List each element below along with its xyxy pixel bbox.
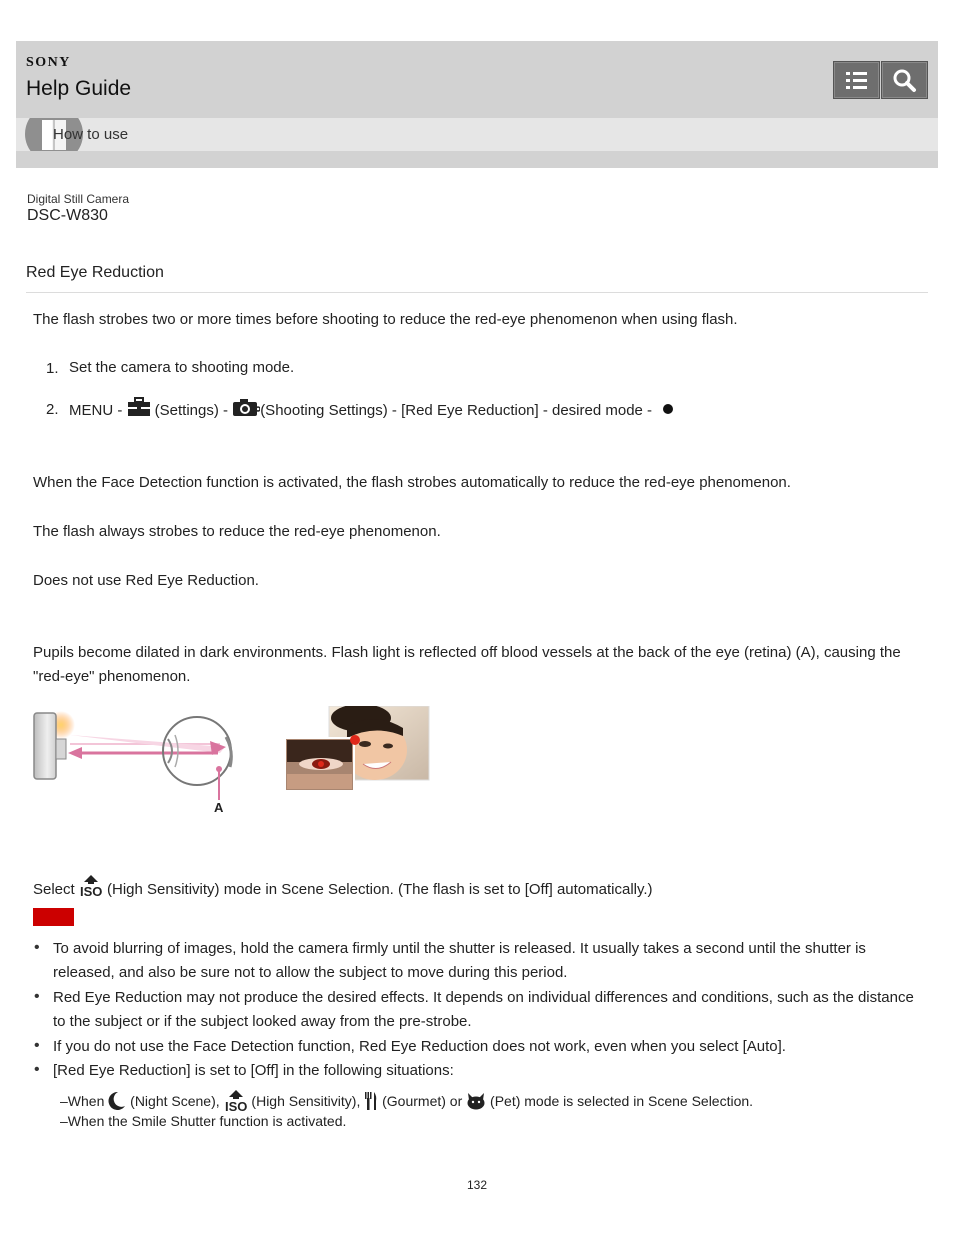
- camera-icon: [232, 397, 260, 425]
- red-eye-photo: [285, 706, 430, 791]
- toc-button[interactable]: [833, 61, 880, 99]
- red-eye-diagram: [30, 705, 250, 820]
- mode-off-desc: Does not use Red Eye Reduction.: [33, 572, 259, 589]
- svg-text:ISO: ISO: [224, 1099, 247, 1112]
- sub-text-hs: (High Sensitivity),: [247, 1093, 365, 1110]
- sub-text-smile: When the Smile Shutter function is activated.: [67, 1113, 347, 1129]
- note-marker: [33, 908, 74, 926]
- sub-text-when: When: [67, 1093, 109, 1110]
- svg-text:ISO: ISO: [79, 884, 103, 897]
- settings-toolbox-icon: [127, 397, 151, 425]
- bullet-marker: •: [34, 1061, 40, 1078]
- search-button[interactable]: [881, 61, 928, 99]
- sub-text-gourmet: (Gourmet) or: [378, 1093, 467, 1110]
- gourmet-icon: [364, 1091, 378, 1114]
- search-icon: [882, 62, 927, 98]
- bullet-marker: •: [34, 1037, 40, 1054]
- sub-text-pet: (Pet) mode is selected in Scene Selection.: [486, 1093, 754, 1110]
- title-divider: [26, 292, 928, 293]
- sub-text-night: (Night Scene),: [126, 1093, 224, 1110]
- step-2-part-settings: (Settings) -: [150, 401, 233, 419]
- sub-item-scene-modes: [60, 1090, 753, 1115]
- step-2-number: 2.: [46, 401, 59, 418]
- high-sensitivity-tip: [33, 875, 653, 905]
- pet-icon: [466, 1092, 486, 1113]
- step-1-number: 1.: [46, 360, 59, 377]
- step-2-part-shooting: (Shooting Settings) - [Red Eye Reduction] - desired mode -: [260, 401, 657, 419]
- mode-auto-desc: When the Face Detection function is activated, the flash strobes automatically to reduce the red-eye phenomenon.: [33, 474, 791, 491]
- sub-dash: –: [60, 1093, 68, 1110]
- note-item: To avoid blurring of images, hold the camera firmly until the shutter is released. It usually takes a second until the shutter is released, and also be sure not to allow the subject to move during this period.: [53, 940, 866, 981]
- sony-logo: SONY: [26, 55, 71, 70]
- page-number: 132: [467, 1178, 488, 1192]
- diagram-label-a: A: [214, 800, 224, 815]
- execute-dot-icon: [662, 399, 674, 423]
- tip-rest: (High Sensitivity) mode in Scene Selection. (The flash is set to [Off] automatically.): [102, 880, 653, 898]
- step-1-text: Set the camera to shooting mode.: [69, 359, 295, 376]
- step-2-text: [69, 397, 674, 425]
- sub-item-smile-shutter: [60, 1113, 346, 1129]
- model-name: DSC-W830: [27, 207, 108, 224]
- note-item: If you do not use the Face Detection function, Red Eye Reduction does not work, even when you select [Auto].: [53, 1038, 786, 1055]
- high-sensitivity-iso-icon: [224, 1090, 248, 1115]
- page-title: Red Eye Reduction: [26, 264, 164, 281]
- intro-text: The flash strobes two or more times before shooting to reduce the red-eye phenomenon when using flash.: [33, 311, 738, 328]
- camera-lens: [56, 739, 66, 759]
- section-link-how-to-use[interactable]: How to use: [53, 126, 129, 143]
- sub-dash: –: [60, 1113, 68, 1129]
- note-item: Red Eye Reduction may not produce the desired effects. It depends on individual differences and conditions, such as the distance to the subject or if the subject looked away from the pre-strobe.: [53, 989, 914, 1030]
- high-sensitivity-iso-icon: [79, 875, 103, 905]
- product-line: Digital Still Camera: [27, 192, 130, 206]
- note-item: [Red Eye Reduction] is set to [Off] in the following situations:: [53, 1062, 454, 1079]
- step-2-part-menu: MENU -: [69, 401, 127, 419]
- camera-body: [34, 713, 56, 779]
- help-guide-title: Help Guide: [26, 77, 132, 100]
- cause-text: Pupils become dilated in dark environments. Flash light is reflected off blood vessels at the back of the eye (retina) (A), causing the "red-eye" phenomenon.: [33, 644, 901, 685]
- section-bar: [16, 118, 938, 151]
- mode-on-desc: The flash always strobes to reduce the red-eye phenomenon.: [33, 523, 441, 540]
- night-scene-icon: [108, 1091, 126, 1114]
- tip-select: Select: [33, 880, 79, 898]
- bullet-marker: •: [34, 939, 40, 956]
- bullet-marker: •: [34, 988, 40, 1005]
- list-icon: [834, 62, 879, 98]
